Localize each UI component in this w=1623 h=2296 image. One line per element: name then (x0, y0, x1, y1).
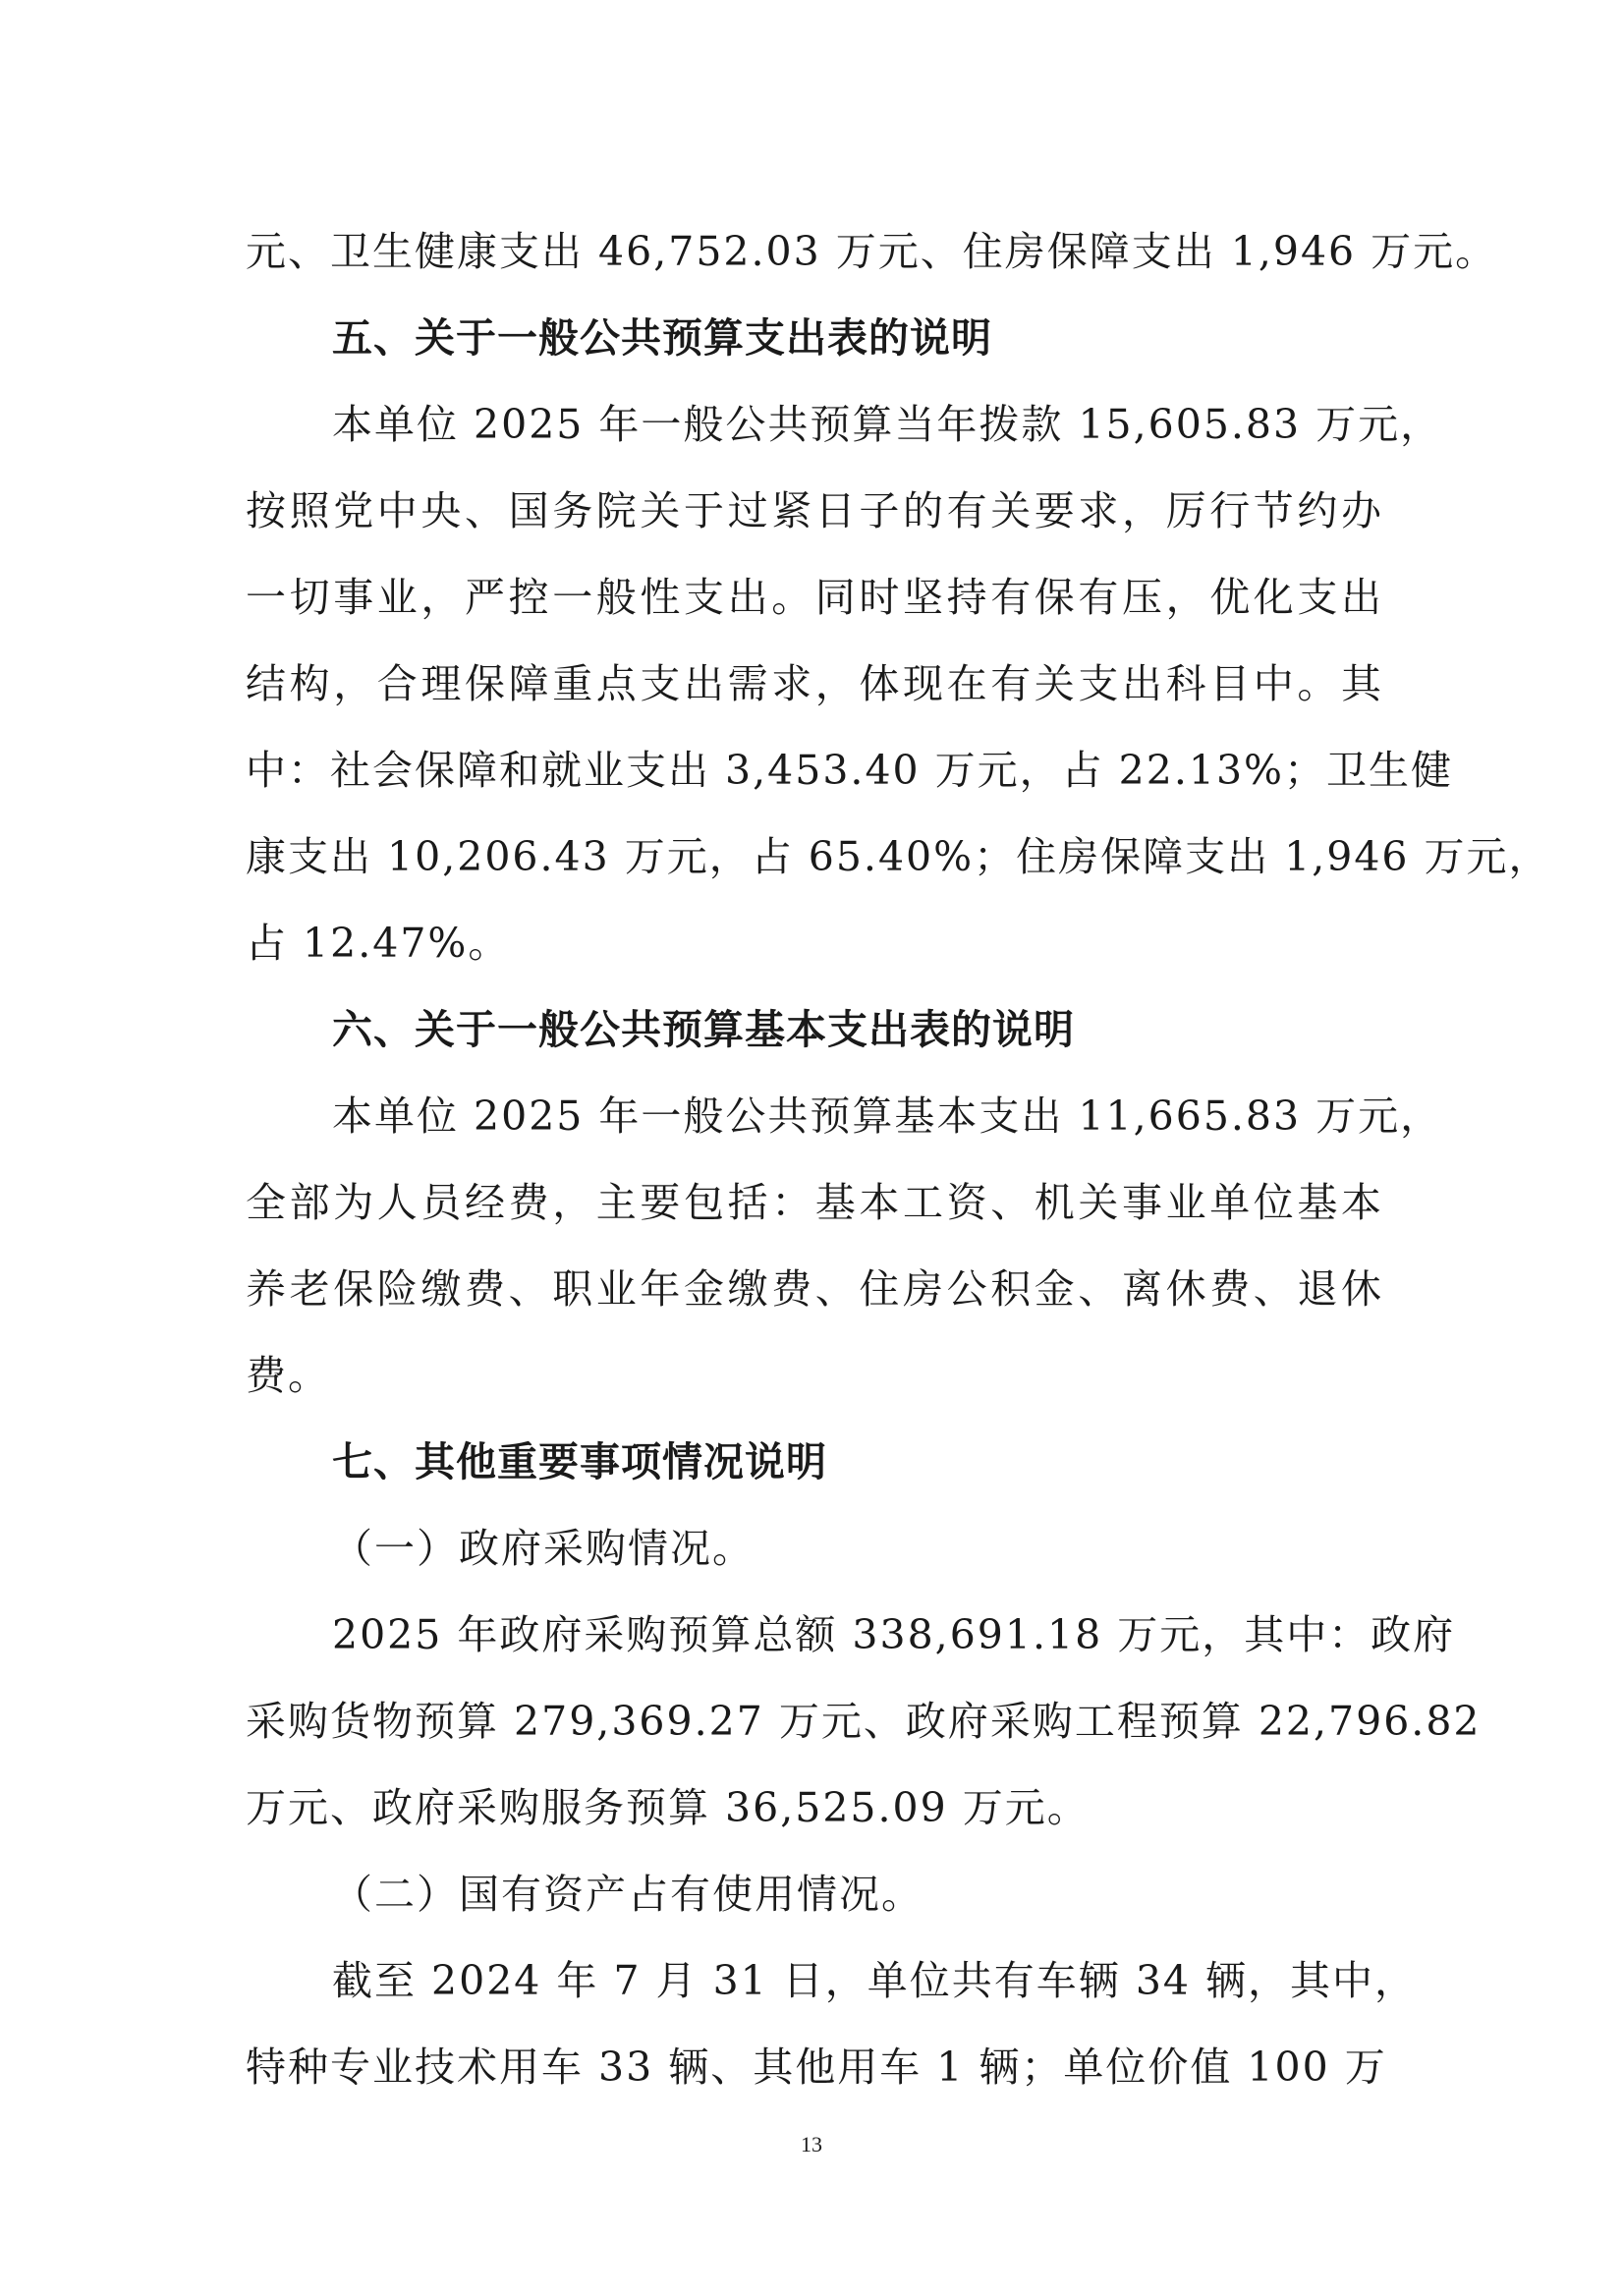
body-text-line: 费。 (246, 1352, 330, 1399)
section-heading: 五、关于一般公共预算支出表的说明 (332, 314, 992, 362)
section-heading: 六、关于一般公共预算基本支出表的说明 (332, 1006, 1075, 1053)
subsection-heading: （二）国有资产占有使用情况。 (332, 1871, 923, 1918)
body-text-line: 截至 2024 年 7 月 31 日，单位共有车辆 34 辆，其中， (332, 1957, 1418, 2004)
body-text-line: 结构，合理保障重点支出需求，体现在有关支出科目中。其 (246, 660, 1383, 707)
body-text-line: 采购货物预算 279,369.27 万元、政府采购工程预算 22,796.82 (246, 1698, 1482, 1745)
body-text-line: 全部为人员经费，主要包括：基本工资、机关事业单位基本 (246, 1179, 1383, 1226)
body-text-line: 元、卫生健康支出 46,752.03 万元、住房保障支出 1,946 万元。 (246, 228, 1498, 275)
document-body (246, 208, 1551, 2110)
body-text-line: 按照党中央、国务院关于过紧日子的有关要求，厉行节约办 (246, 487, 1383, 534)
body-text-line: 万元、政府采购服务预算 36,525.09 万元。 (246, 1784, 1090, 1831)
body-text-line: 一切事业，严控一般性支出。同时坚持有保有压，优化支出 (246, 574, 1383, 621)
body-text-line: 养老保险缴费、职业年金缴费、住房公积金、离休费、退休 (246, 1265, 1383, 1313)
body-text-line: 本单位 2025 年一般公共预算基本支出 11,665.83 万元， (332, 1092, 1443, 1140)
body-text-line: 特种专业技术用车 33 辆、其他用车 1 辆；单位价值 100 万 (246, 2044, 1387, 2091)
subsection-heading: （一）政府采购情况。 (332, 1525, 755, 1572)
body-text-line: 本单位 2025 年一般公共预算当年拨款 15,605.83 万元， (332, 401, 1443, 448)
section-heading: 七、其他重要事项情况说明 (332, 1438, 827, 1485)
page-number: 13 (801, 2132, 822, 2156)
body-text-line: 康支出 10,206.43 万元，占 65.40%；住房保障支出 1,946 万元， (246, 833, 1551, 880)
body-text-line: 占 12.47%。 (246, 920, 511, 967)
body-text-line: 中：社会保障和就业支出 3,453.40 万元，占 22.13%；卫生健 (246, 747, 1454, 794)
body-text-line: 2025 年政府采购预算总额 338,691.18 万元，其中：政府 (332, 1611, 1456, 1658)
